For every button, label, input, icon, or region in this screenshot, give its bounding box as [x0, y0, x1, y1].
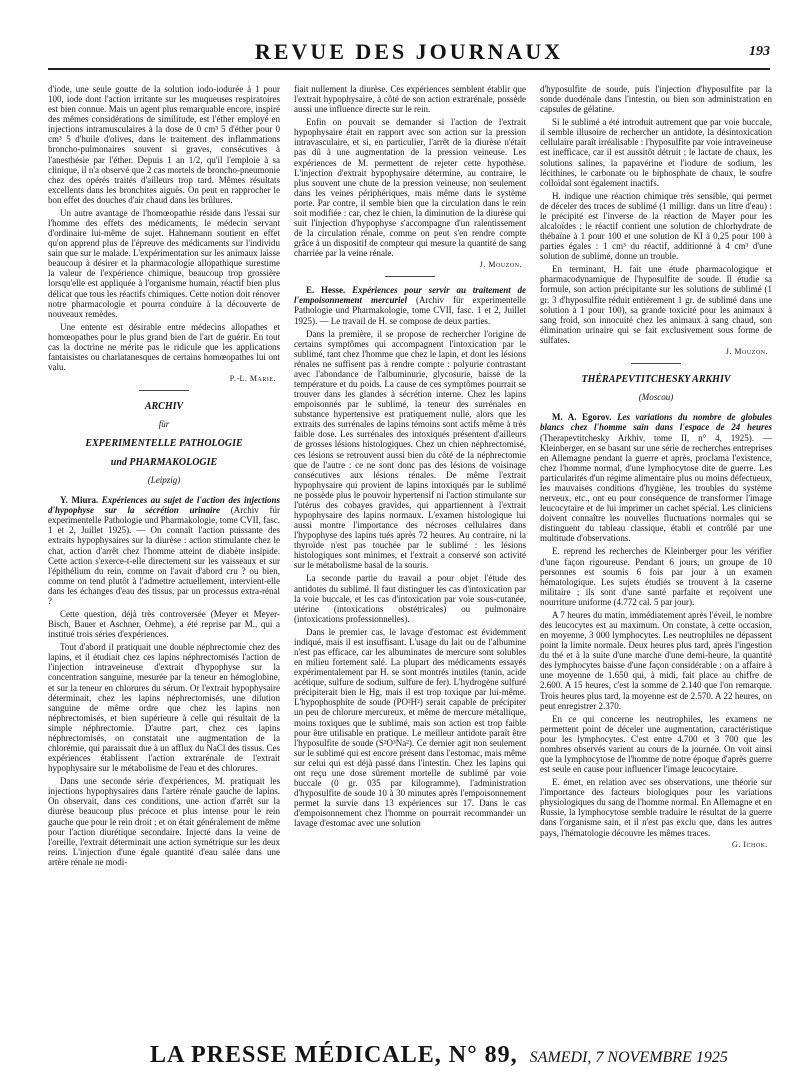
- section-subtitle: für: [158, 419, 170, 430]
- author-signature: J. Mouzon.: [725, 346, 768, 356]
- divider: [139, 390, 189, 391]
- paragraph: H. indique une réaction chimique très sensible, qui permet de déceler des traces de sublimé (1 milligr. dans un litre d'eau) : le précipité est l'inverse de la réaction de Mayer pour les alcaloïdes : le réactif contient une solution de chlorhydrate de thébaïne à 1 pour 100 et une solution de KI à 0,25 pour 100 à parties égales : 1 cm³ du réactif, additionné à 4 cm³ d'une solution de sublimé, donne un trouble.: [540, 190, 772, 262]
- paragraph: Dans la première, il se propose de rechercher l'origine de certains symptômes qui accompagnent l'intoxication par le sublimé, tant chez l'homme que chez le lapin, et dont les lésions rénales ne suffisent pas à rendre compte : polyurie contrastant avec l'abondance de l'albuminurie, glycosurie, baisse de la température et du poids. La cause de ces symptômes pourrait se trouver dans les glandes à sécrétion interne. Chez les lapins empoisonnés par le sublimé, la teneur des surrénales en substance hypertensive est pratiquement nulle, alors que les extraits des surrénales de lapins témoins sont actifs même à très faible dose. Les surrénales des intoxiqués présentent d'ailleurs de grosses lésions histologiques. Chez un chien néphrectomisé, ces lésions se retrouvent aussi bien du côté de la néphrectomie que de l'autre : ce ne sont donc pas des lésions de voisinage consécutives aux lésions rénales. De même l'extrait hypophysaire qui provient de lapins intoxiqués par le sublimé ne possède plus le pouvoir hypertensif ni l'action stimulante sur l'utérus des cobayes gravides, qui appartiennent à l'extrait hypophysaire des lapins normaux. L'examen histologique lui aussi montre l'importance des nécroses cellulaires dans l'hypophyse des lapins tués après 72 heures. Au contraire, ni la thyroïde n'est pas touchée par le sublimé : les lésions histologiques sont minimes, et l'extrait a conservé son activité sur le métabolisme basal de la souris.: [294, 328, 526, 571]
- divider: [385, 276, 435, 277]
- author-signature: P.-L. Marie.: [229, 374, 276, 384]
- column-3: [540, 84, 772, 1034]
- page-header: [48, 38, 770, 70]
- paragraph: Une entente est désirable entre médecins allopathes et homœopathes pour le plus grand bien de l'art de guérir. En tout cas la doctrine ne mérite pas le ridicule que les applications fantaisistes ou charlatanesques de certains homœopathes lui ont valu.: [48, 321, 280, 373]
- footer-date: SAMEDI, 7 NOVEMBRE 1925: [529, 1049, 728, 1066]
- author-signature: J. Mouzon.: [479, 260, 522, 270]
- article-text: (Therapevtitchesky Arkhiv, tome II, n° 4, 1925). — Kleinberger, en se basant sur une série de recherches entreprises en Allemagne pendant la guerre et après, proclama l'existence, chez l'homme normal, d'une lymphocytose dite de guerre. Les particularités d'un régime alimentaire plus ou moins défectueux, les mauvaises conditions d'hygiène, les troubles du système nerveux, etc., ont eu pour conséquence de transformer l'image leucocytaire et de lui imprimer un cachet spécial. Les cliniciens doivent connaître les nouvelles fluctuations normales qui se distinguent du tableau classique, établi et contrôlé par une multitude d'observations.: [540, 432, 772, 544]
- paragraph: Tout d'abord il pratiquait une double néphrectomie chez des lapins, et il étudiait chez ces lapins néphrectomisés l'action de l'injection intraveineuse d'extrait d'hypophyse sur la concentration sanguine, mesurée par la teneur en hémoglobine, et sur la teneur en chlorures du sérum. Or l'extrait hypophysaire déterminait, chez les lapins néphrectomisés, une dilution sanguine de même ordre que chez les lapins non néphrectomisés, et bien supérieure à celle qui résultait de la simple néphrectomie. D'autre part, chez ces lapins néphrectomisés, on constatait une augmentation de la chlorémie, qui paraissait due à un afflux du NaCl des tissus. Ces expériences établissent l'action extrarénale de l'extrait hypophysaire sur le métabolisme de l'eau et des chlorures.: [48, 642, 280, 774]
- paragraph: E. émet, en relation avec ses observations, une théorie sur l'importance des facteurs biologiques pour les variations physiologiques du sang de l'homme normal. En Allemagne et en Russie, la lymphocytose semble traduire le résultat de la guerre dans l'organisme sain, et il n'est pas exclu que, dans les autres pays, l'hématologie découvre les mêmes traces.: [540, 777, 772, 838]
- section-title: ARCHIV: [144, 401, 184, 413]
- section-subtitle: und PHARMAKOLOGIE: [110, 456, 218, 468]
- article-title: Expériences au sujet de l'action des injections d'hypophyse sur la sécrétion urinaire: [48, 495, 280, 516]
- article-text: (Archiv für experimentelle Pathologie und Pharmakologie, tome CVII, fasc. 1 et 2, Juillet 1925). — Le travail de H. se compose de deux parties.: [294, 295, 526, 326]
- section-title: THÉRAPEVTITCHESKY ARKHIV: [581, 373, 731, 385]
- column-1: [48, 84, 280, 1034]
- paragraph: Dans une seconde série d'expériences, M. pratiquait les injections hypophysaires dans l'artère rénale gauche de lapins. On observait, dans ces conditions, une action d'arrêt sur la diurèse beaucoup plus précoce et plus intense pour le rein gauche que pour le rein droit ; et on était généralement de même pour l'action diurétique secondaire. Injecté dans la veine de l'oreille, l'extrait déterminait une action symétrique sur les deux reins. L'injection d'une égale quantité d'eau salée dans une artère rénale ne modi-: [48, 776, 280, 867]
- article-reference: [294, 285, 526, 325]
- section-location: (Leipzig): [147, 474, 181, 485]
- section-location: (Moscou): [638, 391, 674, 402]
- article-title: Les variations du nombre de globules blancs chez l'homme sain dans l'espace de 24 heures: [540, 412, 772, 433]
- paragraph: Cette question, déjà très controversée (Meyer et Meyer-Bisch, Bauer et Aschner, Oehme), a été reprise par M., qui a institué trois séries d'expériences.: [48, 609, 280, 640]
- section-subtitle: EXPERIMENTELLE PATHOLOGIE: [85, 437, 243, 449]
- page-number: 193: [749, 44, 770, 59]
- author-signature: G. Ichok.: [732, 839, 768, 849]
- divider: [631, 363, 681, 364]
- paragraph: d'iode, une seule goutte de la solution iodo-iodurée à 1 pour 100, iode dont l'action irritante sur les muqueuses respiratoires est bien connue. Mais un agent plus remarquable encore, inspiré des mêmes considérations de similitude, est l'éther employé en injections intramusculaires à la dose de 0 cm³ 5 d'éther pour 0 cm³ 5 d'huile d'olives, dans le traitement des inflammations broncho-pulmonaires souvent si graves, consécutives à l'anesthésie par l'éther. Depuis 1 an 1/2, qu'il l'emploie à sa clinique, il n'a observé que 2 cas mortels de broncho-pneumonie chez des opérés traités d'ailleurs trop tard. Mêmes résultats excellents dans les bronchites aiguës. On peut en rapprocher le bon effet des douches d'air chaud dans les brûlures.: [48, 84, 280, 205]
- paragraph: Un autre avantage de l'homœopathie réside dans l'essai sur l'homme des effets des médicaments, le médecin servant d'ordinaire lui-même de sujet. Hahnemann soutient en effet qu'on apprend plus de l'épreuve des médicaments sur l'individu sain que sur le malade. L'expérimentation sur les animaux laisse beaucoup à désirer et la pharmacologie allopathique surestime la valeur de l'expérience chimique, beaucoup trop grossière lorsqu'elle est appliquée à l'organisme humain, réactif bien plus délicat que tous les réactifs chimiques. Cette notion doit rénover notre pharmacologie et pourra conduire à la découverte de nouveaux remèdes.: [48, 207, 280, 319]
- footer-journal: LA PRESSE MÉDICALE, N° 89,: [150, 1042, 518, 1068]
- paragraph: A 7 heures du matin, immédiatement après l'éveil, le nombre des leucocytes est au maximum. On constate, à cette occasion, en moyenne, 3 000 lymphocytes. Les neutrophiles ne dépassent point la limite normale. Deux heures plus tard, après l'ingestion du thé et à la suite d'une marche d'une demi-heure, la quantité des lymphocytes baisse d'une façon considérable : on a affaire à une moyenne de 1.650 qui, à midi, fait place au chiffre de 2.600. A 15 heures, c'est la somme de 2.140 que l'on remarque. Trois heures plus tard, la moyenne est de 2.570. A 22 heures, on peut enregistrer 2.370.: [540, 609, 772, 711]
- paragraph: Enfin on pouvait se demander si l'action de l'extrait hypophysaire était en rapport avec son action sur la pression intravasculaire, et si, en particulier, l'arrêt de la diurèse n'était pas dû à une augmentation de la pression veineuse. Les expériences de M. permettent de rejeter cette hypothèse. L'injection d'extrait hypophysaire détermine, au contraire, le plus souvent une chute de la pression veineuse, non seulement dans les veines périphériques, mais même dans le système porte. Par contre, il semble bien que la circulation dans le rein soit modifiée : car, chez le chien, la diminution de la diurèse qui suit l'injection d'hypophyse s'accompagne d'un ralentissement de la circulation rénale, comme on peut s'en rendre compte grâce à un dispositif de compteur qui mesure la quantité de sang charriée par la veine rénale.: [294, 117, 526, 259]
- paragraph: Dans le premier cas, le lavage d'estomac est évidemment indiqué, mais il est insuffisant. L'usage du lait ou de l'albumine n'est pas efficace, car les albuminates de mercure sont solubles en milieu fortement salé. La plupart des médicaments essayés expérimentalement par H. se sont montrés inutiles (tanin, acide acétique, sulfure de sodium, sulfure de fer). L'hydrogène sulfuré précipiterait bien le Hg, mais il est trop toxique par lui-même. L'hypophosphite de soude (PO²H²) serait capable de précipiter un peu de chlorure mercureux, et même de mercure métallique, moins toxiques que le sublimé, mais son action est trop faible pour être utilisable en pratique. Le meilleur antidote paraît être l'hyposulfite de soude (S²O³Na²). Ce dernier agit non seulement sur le sublimé qui est encore présent dans l'estomac, mais même sur celui qui est déjà passé dans l'intestin. Chez les lapins qui ont reçu une dose sûrement mortelle de sublimé par voie buccale (0 gr. 035 par kilogramme), l'administration d'hyposulfite de soude 10 à 30 minutes après l'empoisonnement permet la survie dans 13 expériences sur 17. Dans le cas d'empoisonnement chez l'homme on pourrait recommander un lavage d'estomac avec une solution: [294, 626, 526, 829]
- paragraph: fiait nullement la diurèse. Ces expériences semblent établir que l'extrait hypophysaire, à côté de son action extrarénale, possède aussi une influence directe sur le rein.: [294, 84, 526, 115]
- article-author: M. A. Egorov.: [552, 412, 612, 423]
- article-author: E. Hesse.: [306, 285, 346, 296]
- paragraph: La seconde partie du travail a pour objet l'étude des antidotes du sublimé. Il faut distinguer les cas d'intoxication par la voie buccale, et les cas d'intoxication par voie sous-cutanée, utérine (intoxications obstétricales) ou pulmonaire (intoxications professionnelles).: [294, 573, 526, 624]
- paragraph: d'hyposulfite de soude, puis l'injection d'hyposulfite par la sonde duodénale dans l'intestin, ou bien son administration en capsules de gélatine.: [540, 84, 772, 115]
- paragraph: En terminant, H. fait une étude pharmacologique et pharmacodynamique de l'hyposulfite de soude. Il étudie sa formule, son action précipitante sur les solutions de sublimé (1 gr. 3 d'hyposulfite réduit entièrement 1 gr. de sublimé dans une solution à 1 pour 100), sa grande toxicité pour les animaux à sang froid, son innocuité chez les animaux à sang chaud, son élimination urinaire qui se fait exclusivement sous forme de sulfates.: [540, 264, 772, 345]
- page-footer: [150, 1042, 790, 1072]
- article-reference: [540, 412, 772, 543]
- journal-title: REVUE DES JOURNAUX: [254, 39, 564, 64]
- paragraph: E. reprend les recherches de Kleinberger pour les vérifier d'une façon rigoureuse. Pendant 6 jours, un groupe de 10 personnes est soumis 6 fois par jour à un examen hématologique. Les sujets étudiés se trouvent à la caserne militaire ; ils sont d'une santé parfaite et reçoivent une nourriture uniforme (4.772 cal. 5 par jour).: [540, 546, 772, 607]
- paragraph: En ce qui concerne les neutrophiles, les examens ne permettent point de déceler une augmentation, caractéristique pour les lymphocytes. C'est entre 4.700 et 3 700 que les nombres observés varient au cours de la journée. On voit ainsi que la lymphocytose de l'homme de notre époque d'après guerre est seule en cause pour influencer l'image leucocytaire.: [540, 713, 772, 775]
- column-2: [294, 84, 526, 1034]
- article-author: Y. Miura.: [60, 495, 99, 506]
- article-title: Expériences pour servir au traitement de l'empoisonnement mercuriel: [294, 285, 526, 306]
- article-reference: [48, 495, 280, 606]
- article-text: (Archiv für experimentelle Pathologie und Pharmakologie, tome CVII, fasc. 1 et 2, Juillet 1925). — On connaît l'action puissante des extraits hypophysaires sur la diurèse : action stimulante chez le chat, action d'arrêt chez l'homme atteint de diabète insipide. Cette action s'exerce-t-elle directement sur les vaisseaux et sur l'épithélium du rein, comme on l'avait d'abord cru ? ou bien, comme on tend plutôt à l'admettre actuellement, intervient-elle dans les échanges d'eau des tissus, par un processus extra-rénal ?: [48, 505, 280, 606]
- paragraph: Si le sublimé a été introduit autrement que par voie buccale, il semble illusoire de rechercher un antidote, la désintoxication cellulaire paraît irréalisable : l'hyposulfite par voie intraveineuse est inefficace, car il est aussitôt détruit ; le lactate de chaux, les solutions salines, la papavérine et l'iodure de sodium, les lécithines, le carbonate ou le biphosphate de chaux, le soufre colloïdal sont également inactifs.: [540, 117, 772, 188]
